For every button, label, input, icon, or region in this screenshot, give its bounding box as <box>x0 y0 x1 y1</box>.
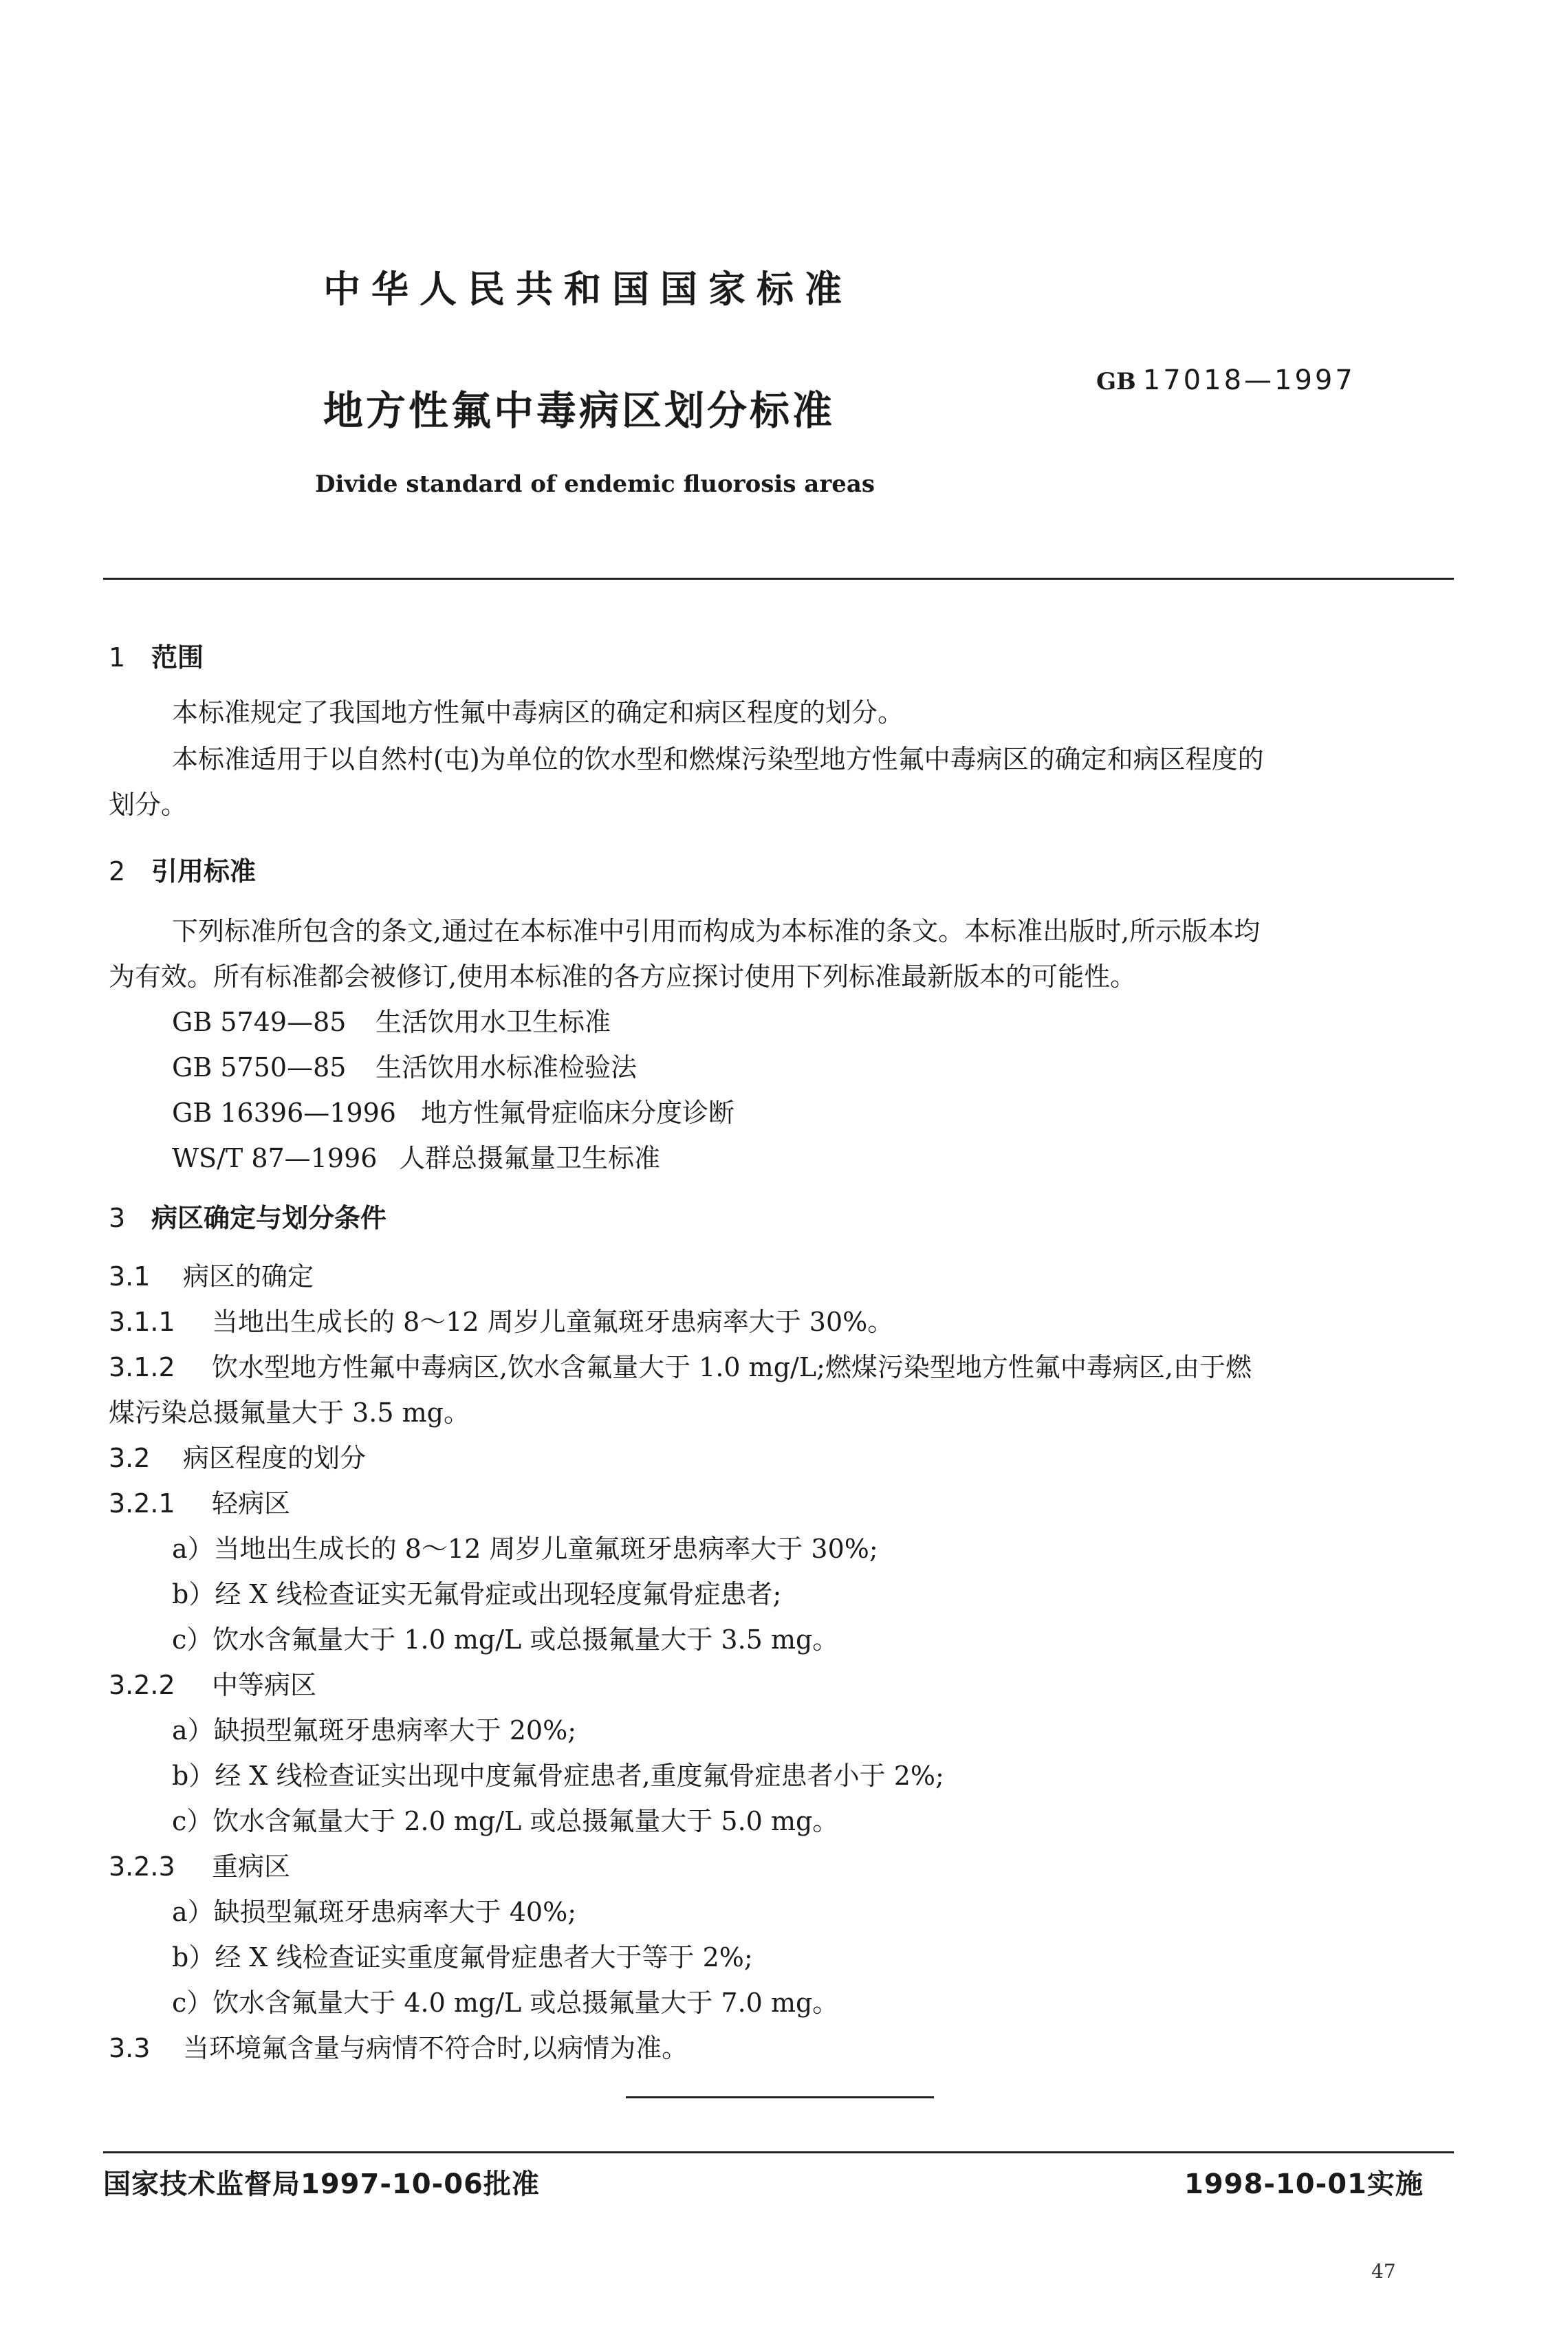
list-item: c）饮水含氟量大于 1.0 mg/L 或总摄氟量大于 3.5 mg。 <box>172 1624 839 1655</box>
clause-text: 重病区 <box>212 1851 291 1882</box>
clause-text: 病区程度的划分 <box>183 1443 367 1473</box>
header-rule <box>103 578 1454 580</box>
approval-date: 国家技术监督局1997-10-06批准 <box>103 2168 540 2200</box>
section-1-paragraph-1: 本标准规定了我国地方性氟中毒病区的确定和病区程度的划分。 <box>172 697 904 728</box>
end-of-text-rule <box>626 2096 934 2098</box>
reference-item <box>172 1136 660 1180</box>
clause-number: 3.3 <box>109 2033 151 2063</box>
section-1-paragraph-2-line-2: 划分。 <box>109 790 188 820</box>
document-title: 地方性氟中毒病区划分标准 <box>323 387 836 434</box>
reference-item <box>172 1091 734 1135</box>
reference-code: GB 5750—85 <box>172 1052 347 1083</box>
national-standard-title: 中华人民共和国国家标准 <box>323 268 853 311</box>
list-item: b）经 X 线检查证实重度氟骨症患者大于等于 2%; <box>172 1942 753 1972</box>
clause-3-1-2 <box>109 1345 1252 1389</box>
clause-3-2-1 <box>109 1481 290 1525</box>
reference-title: 地方性氟骨症临床分度诊断 <box>421 1098 735 1128</box>
list-item: b）经 X 线检查证实出现中度氟骨症患者,重度氟骨症患者小于 2%; <box>172 1761 944 1791</box>
list-item: c）饮水含氟量大于 2.0 mg/L 或总摄氟量大于 5.0 mg。 <box>172 1806 839 1836</box>
section-2-paragraph-line-2: 为有效。所有标准都会被修订,使用本标准的各方应探讨使用下列标准最新版本的可能性。 <box>109 961 1137 992</box>
clause-3-1 <box>109 1254 314 1298</box>
reference-title: 人群总摄氟量卫生标准 <box>399 1143 661 1173</box>
reference-code: GB 16396—1996 <box>172 1098 396 1128</box>
standard-code <box>1096 365 1355 396</box>
list-item: b）经 X 线检查证实无氟骨症或出现轻度氟骨症患者; <box>172 1579 782 1609</box>
clause-number: 3.2.3 <box>109 1851 175 1882</box>
effective-date: 1998-10-01实施 <box>1184 2168 1424 2200</box>
reference-code: GB 5749—85 <box>172 1007 347 1037</box>
list-item: a）当地出生成长的 8～12 周岁儿童氟斑牙患病率大于 30%; <box>172 1534 878 1564</box>
clause-number: 3.2.1 <box>109 1488 175 1519</box>
clause-3-2-2 <box>109 1663 316 1707</box>
clause-text: 轻病区 <box>212 1488 291 1519</box>
section-2-heading <box>109 850 256 888</box>
standard-code-prefix: GB <box>1096 368 1136 395</box>
footer-rule <box>103 2151 1454 2153</box>
clause-3-3 <box>109 2026 688 2070</box>
list-item: c）饮水含氟量大于 4.0 mg/L 或总摄氟量大于 7.0 mg。 <box>172 1988 839 2018</box>
section-2-paragraph-line-1: 下列标准所包含的条文,通过在本标准中引用而构成为本标准的条文。本标准出版时,所示版本均 <box>172 916 1261 946</box>
document-title-english: Divide standard of endemic fluorosis areas <box>315 470 875 498</box>
clause-number: 3.2 <box>109 1443 151 1473</box>
clause-3-1-1 <box>109 1300 893 1344</box>
section-1-number: 1 <box>109 642 126 673</box>
section-3-heading <box>109 1197 386 1235</box>
section-2-number: 2 <box>109 856 126 887</box>
clause-3-1-2-continuation: 煤污染总摄氟量大于 3.5 mg。 <box>109 1398 470 1428</box>
clause-3-2-3 <box>109 1845 290 1889</box>
clause-number: 3.1 <box>109 1261 151 1292</box>
section-3-title: 病区确定与划分条件 <box>151 1203 387 1233</box>
page-number: 47 <box>1371 2260 1396 2283</box>
standard-code-number: 17018—1997 <box>1142 365 1355 396</box>
clause-text: 当地出生成长的 8～12 周岁儿童氟斑牙患病率大于 30%。 <box>212 1307 894 1337</box>
reference-title: 生活饮用水卫生标准 <box>375 1007 611 1037</box>
reference-item <box>172 1000 611 1044</box>
clause-3-2 <box>109 1436 366 1480</box>
section-3-number: 3 <box>109 1203 126 1233</box>
clause-number: 3.1.2 <box>109 1352 175 1382</box>
section-2-title: 引用标准 <box>151 856 257 887</box>
clause-text: 当环境氟含量与病情不符合时,以病情为准。 <box>183 2033 688 2063</box>
reference-code: WS/T 87—1996 <box>172 1143 378 1173</box>
clause-text: 饮水型地方性氟中毒病区,饮水含氟量大于 1.0 mg/L;燃煤污染型地方性氟中毒病区,由于燃 <box>212 1352 1252 1382</box>
reference-item <box>172 1045 637 1089</box>
section-1-heading <box>109 636 204 674</box>
section-1-paragraph-2-line-1: 本标准适用于以自然村(屯)为单位的饮水型和燃煤污染型地方性氟中毒病区的确定和病区程度的 <box>172 744 1264 774</box>
section-1-title: 范围 <box>151 642 204 673</box>
list-item: a）缺损型氟斑牙患病率大于 40%; <box>172 1897 576 1927</box>
reference-title: 生活饮用水标准检验法 <box>375 1052 638 1083</box>
list-item: a）缺损型氟斑牙患病率大于 20%; <box>172 1715 576 1746</box>
clause-text: 中等病区 <box>212 1670 317 1700</box>
clause-text: 病区的确定 <box>183 1261 314 1292</box>
clause-number: 3.2.2 <box>109 1670 175 1700</box>
clause-number: 3.1.1 <box>109 1307 175 1337</box>
